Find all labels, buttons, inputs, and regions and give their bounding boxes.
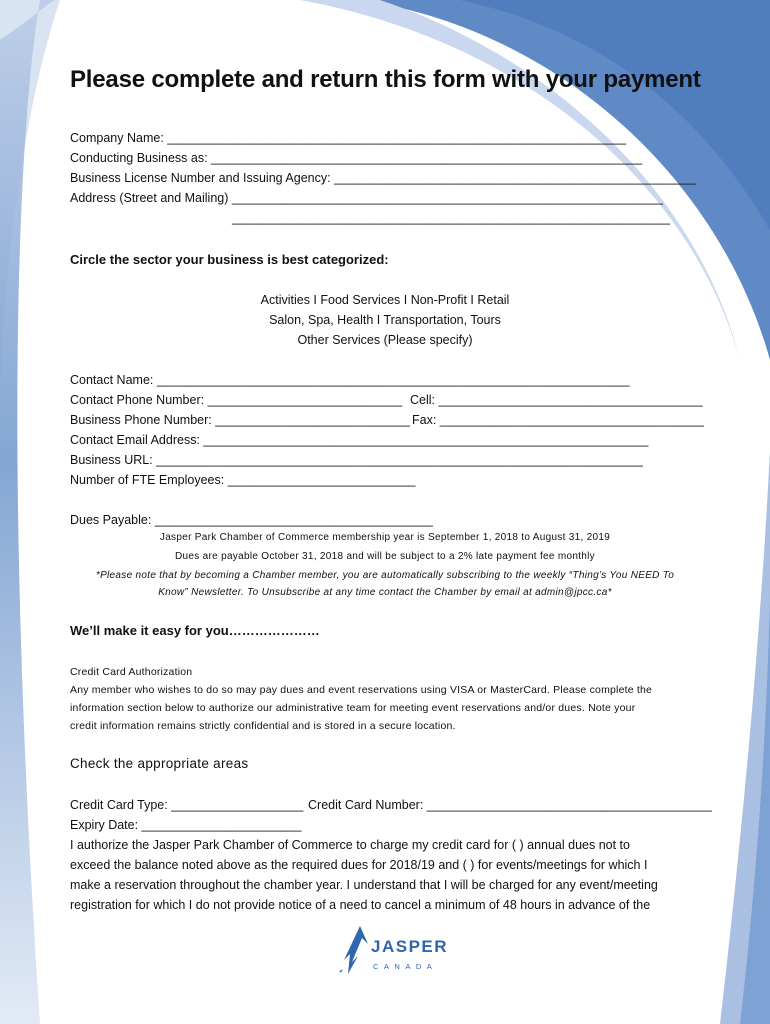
authorization-line3: make a reservation throughout the chamber year. I understand that I will be charged for any event/meeting [70,878,658,892]
expiry-date-field[interactable]: Expiry Date: _______________________ [70,818,302,832]
credit-card-auth-line2: information section below to authorize our administrative team for meeting event reservations and/or dues. Note your [70,702,636,714]
authorization-line4: registration for which I do not provide notice of a need to cancel a minimum of 48 hours in advance of the [70,898,651,912]
jasper-mountain-logo-icon [338,924,372,976]
dues-date-text: Dues are payable October 31, 2018 and will be subject to a 2% late payment fee monthly [175,551,595,562]
sector-options-line1[interactable]: Activities I Food Services I Non-Profit I Retail [260,293,510,307]
conducting-business-field[interactable]: Conducting Business as: ______________________________________________________________ [70,151,643,165]
easy-heading: We’ll make it easy for you………………… [70,623,320,638]
authorization-line2: exceed the balance noted above as the required dues for 2018/19 and ( ) for events/meetings for which I [70,858,648,872]
contact-phone-field[interactable]: Contact Phone Number: ____________________________ [70,393,403,407]
address-field[interactable]: Address (Street and Mailing) ______________________________________________________________ [70,191,663,205]
company-name-field[interactable]: Company Name: __________________________________________________________________ [70,131,627,145]
dues-payable-field[interactable]: Dues Payable: ________________________________________ [70,513,433,527]
credit-card-auth-heading: Credit Card Authorization [70,666,193,678]
sector-options-line3[interactable]: Other Services (Please specify) [297,333,473,347]
sector-heading: Circle the sector your business is best categorized: [70,252,389,267]
business-license-field[interactable]: Business License Number and Issuing Agency: ____________________________________________________ [70,171,696,185]
address-field-line2[interactable]: _______________________________________________________________ [232,211,670,225]
business-phone-field[interactable]: Business Phone Number: ____________________________ [70,413,410,427]
jasper-logo [336,924,449,980]
credit-card-type-field[interactable]: Credit Card Type: ___________________ [70,798,304,812]
authorization-line1: I authorize the Jasper Park Chamber of Commerce to charge my credit card for ( ) annual dues not to [70,838,630,852]
contact-name-field[interactable]: Contact Name: ____________________________________________________________________ [70,373,630,387]
logo-text-sub: CANADA [373,962,438,971]
check-areas-heading: Check the appropriate areas [70,756,249,771]
credit-card-auth-line1: Any member who wishes to do so may pay dues and event reservations using VISA or MasterCard. Please complete the [70,684,653,696]
newsletter-note-line2: Know” Newsletter. To Unsubscribe at any time contact the Chamber by email at admin@jpcc.ca* [158,587,612,598]
cell-field[interactable]: Cell: ______________________________________ [410,393,703,407]
credit-card-auth-line3: credit information remains strictly confidential and is stored in a secure location. [70,720,456,732]
sector-options-line2[interactable]: Salon, Spa, Health I Transportation, Tours [269,313,501,327]
newsletter-note-line1: *Please note that by becoming a Chamber member, you are automatically subscribing to the weekly “Thing’s You NEED To [95,570,675,581]
logo-text-main: JASPER [371,937,449,956]
credit-card-number-field[interactable]: Credit Card Number: _________________________________________ [308,798,712,812]
membership-year-text: Jasper Park Chamber of Commerce membership year is September 1, 2018 to August 31, 2019 [159,532,611,543]
fax-field[interactable]: Fax: ______________________________________ [412,413,704,427]
fte-employees-field[interactable]: Number of FTE Employees: ___________________________ [70,473,416,487]
email-field[interactable]: Contact Email Address: ________________________________________________________________ [70,433,649,447]
business-url-field[interactable]: Business URL: ______________________________________________________________________ [70,453,643,467]
page-title: Please complete and return this form with your payment [70,66,701,93]
